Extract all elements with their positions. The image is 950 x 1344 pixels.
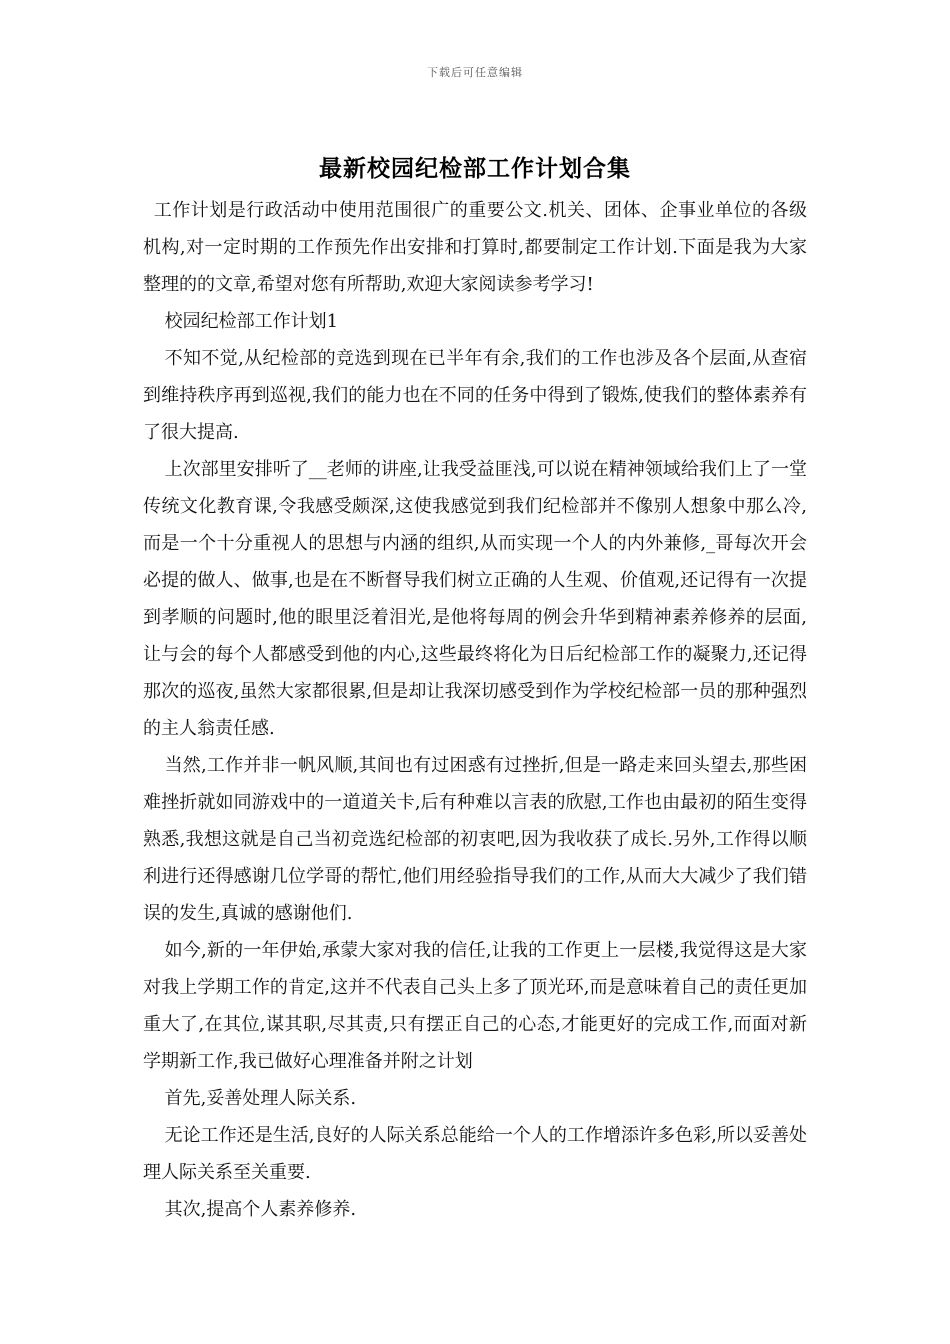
body-paragraph: 无论工作还是生活,良好的人际关系总能给一个人的工作增添许多色彩,所以妥善处理人际关系至关重要. [143, 1125, 807, 1183]
intro-paragraph: 工作计划是行政活动中使用范围很广的重要公文.机关、团体、企事业单位的各级机构,对一定时期的工作预先作出安排和打算时,都要制定工作计划.下面是我为大家整理的的文章,希望对您有所帮助,欢迎大家阅读参考学习! [143, 200, 807, 295]
document-title: 最新校园纪检部工作计划合集 [319, 155, 631, 182]
body-paragraph: 上次部里安排听了__老师的讲座,让我受益匪浅,可以说在精神领域给我们上了一堂传统文化教育课,令我感受颇深,这使我感觉到我们纪检部并不像别人想象中那么冷,而是一个十分重视人的思想与内涵的组织,从而实现一个人的内外兼修,_哥每次开会必提的做人、做事,也是在不断督导我们树立正确的人生观、价值观,还记得有一次提到孝顺的问题时,他的眼里泛着泪光,是他将每周的例会升华到精神素养修养的层面,让与会的每个人都感受到他的内心,这些最终将化为日后纪检部工作的凝聚力,还记得那次的巡夜,虽然大家都很累,但是却让我深切感受到作为学校纪检部一员的那种强烈的主人翁责任感. [143, 459, 807, 739]
subheading-paragraph: 首先,妥善处理人际关系. [164, 1088, 357, 1109]
body-paragraph: 当然,工作并非一帆风顺,其间也有过困惑有过挫折,但是一路走来回头望去,那些困难挫折就如同游戏中的一道道关卡,后有种难以言表的欣慰,工作也由最初的陌生变得熟悉,我想这就是自己当初竞选纪检部的初衷吧,因为我收获了成长.另外,工作得以顺利进行还得感谢几位学哥的帮忙,他们用经验指导我们的工作,从而大大减少了我们错误的发生,真诚的感谢他们. [143, 755, 807, 924]
document-body [143, 192, 807, 1228]
header-note: 下载后可任意编辑 [427, 66, 523, 79]
body-paragraph: 不知不觉,从纪检部的竞选到现在已半年有余,我们的工作也涉及各个层面,从查宿到维持秩序再到巡视,我们的能力也在不同的任务中得到了锻炼,使我们的整体素养有了很大提高. [143, 348, 807, 443]
subheading-paragraph: 其次,提高个人素养修养. [164, 1199, 357, 1220]
body-paragraph: 如今,新的一年伊始,承蒙大家对我的信任,让我的工作更上一层楼,我觉得这是大家对我上学期工作的肯定,这并不代表自己头上多了顶光环,而是意味着自己的责任更加重大了,在其位,谋其职,尽其责,只有摆正自己的心态,才能更好的完成工作,而面对新学期新工作,我已做好心理准备并附之计划 [143, 940, 807, 1072]
section-heading: 校园纪检部工作计划1 [164, 311, 339, 332]
